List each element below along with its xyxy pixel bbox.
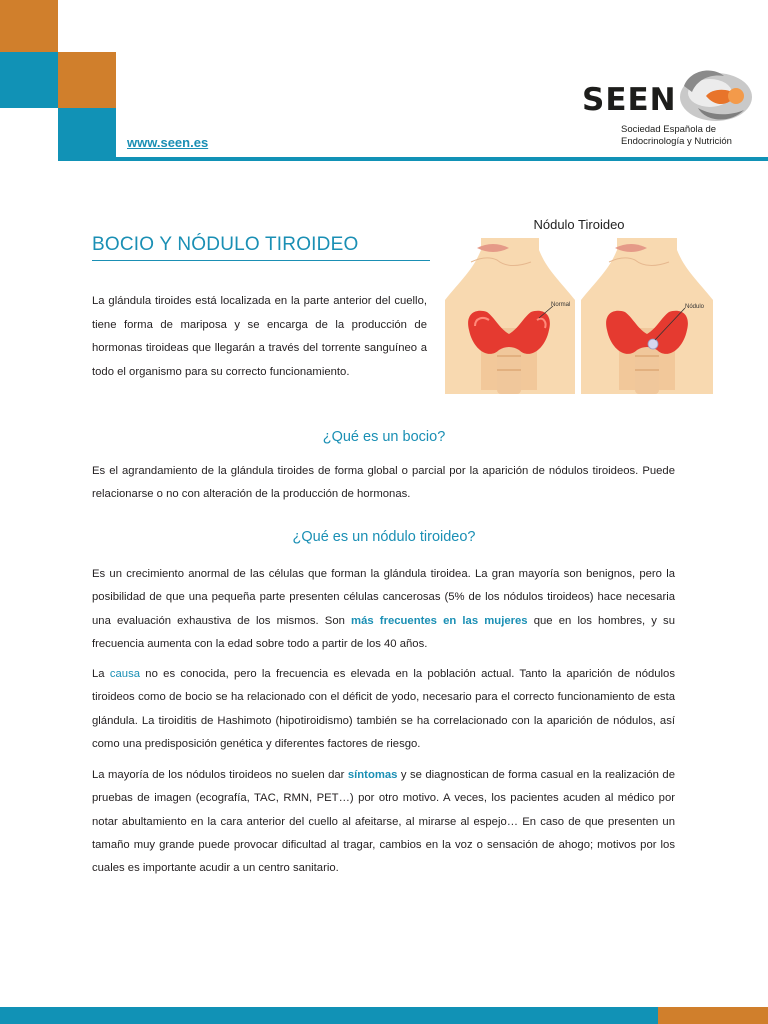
seen-logo-mark-icon (676, 66, 756, 128)
thyroid-illustration-drawing (441, 210, 717, 396)
section-bocio-text: Es el agrandamiento de la glándula tiroides de forma global o parcial por la aparición de nódulos tiroideos. Puede relacionarse o no con alteración de la producción de hormonas. (92, 465, 675, 501)
nodulo-paragraph-1 (92, 563, 675, 656)
p1-text-start: Es un crecimiento anormal de las células que forman la glándula tiroidea. La gran mayoría son benignos, pero la posibilidad de que una pequeña parte presenten células cancerosas (5% de los nódulos tiroideos) hace necesaria una evaluación exhaustiva de los mismos. Son (92, 568, 675, 627)
logo-subtitle (621, 124, 732, 148)
label-normal: Normal (551, 302, 571, 308)
site-link[interactable]: www.seen.es (127, 135, 209, 150)
p2-text-start: La (92, 668, 110, 680)
logo-subtitle-line-2: Endocrinología y Nutrición (621, 136, 732, 147)
p1-highlight: más frecuentes en las mujeres (351, 614, 528, 627)
title-underline (92, 260, 430, 261)
footer-bar-teal (0, 1007, 658, 1024)
nodulo-paragraph-2 (92, 663, 675, 756)
section-heading-bocio: ¿Qué es un bocio? (322, 429, 446, 445)
seen-logo (580, 66, 760, 152)
intro-paragraph: La glándula tiroides está localizada en la parte anterior del cuello, tiene forma de mariposa y se encarga de la producción de hormonas tiroideas que llegarán a través del torrente sanguíneo a todo el organismo para su correcto funcionamiento. (92, 295, 427, 378)
p3-text-end: y se diagnostican de forma casual en la realización de pruebas de imagen (ecografía, TAC, RMN, PET…) por otro motivo. A veces, los pacientes acuden al médico por notar abultamiento en la cara anterior del cuello al afeitarse, al mirarse al espejo… En caso de que presenten un tamaño muy grande puede provocar dificultad al tragar, cambios en la voz o sensación de ahogo; motivos por los cuales es importante acudir a un centro sanitario. (92, 769, 675, 875)
p2-highlight: causa (109, 668, 141, 680)
thyroid-nodule-illustration (441, 210, 717, 396)
logo-text: SEEN (582, 82, 677, 118)
footer-bar-orange (658, 1007, 768, 1024)
corner-block-teal-1 (0, 52, 58, 108)
header-divider (58, 157, 768, 161)
label-nodulo: Nódulo (685, 304, 705, 310)
p1-text-end: que en los hombres, y su frecuencia aumenta con la edad sobre todo a partir de los 40 años. (92, 614, 675, 650)
figure-title: Nódulo Tiroideo (533, 217, 625, 232)
p3-text-start: La mayoría de los nódulos tiroideos no suelen dar (92, 769, 348, 781)
corner-block-teal-2 (58, 108, 116, 160)
p3-highlight: síntomas (347, 769, 398, 781)
page-title: BOCIO Y NÓDULO TIROIDEO (92, 234, 359, 255)
corner-block-orange-2 (58, 52, 116, 108)
logo-subtitle-line-1: Sociedad Española de (621, 124, 717, 135)
p2-text-end: no es conocida, pero la frecuencia es elevada en la población actual. Tanto la aparición de nódulos tiroideos como de bocio se ha relacionado con el déficit de yodo, necesario para el correcto funcionamiento de esta glándula. La tiroiditis de Hashimoto (hipotiroidismo) también se ha correlacionado con la aparición de nódulos, así como una predisposición genética y diferentes factores de riesgo. (92, 668, 675, 750)
section-heading-nodulo: ¿Qué es un nódulo tiroideo? (292, 529, 476, 545)
nodulo-paragraph-3 (92, 764, 675, 880)
corner-block-orange-1 (0, 0, 58, 52)
